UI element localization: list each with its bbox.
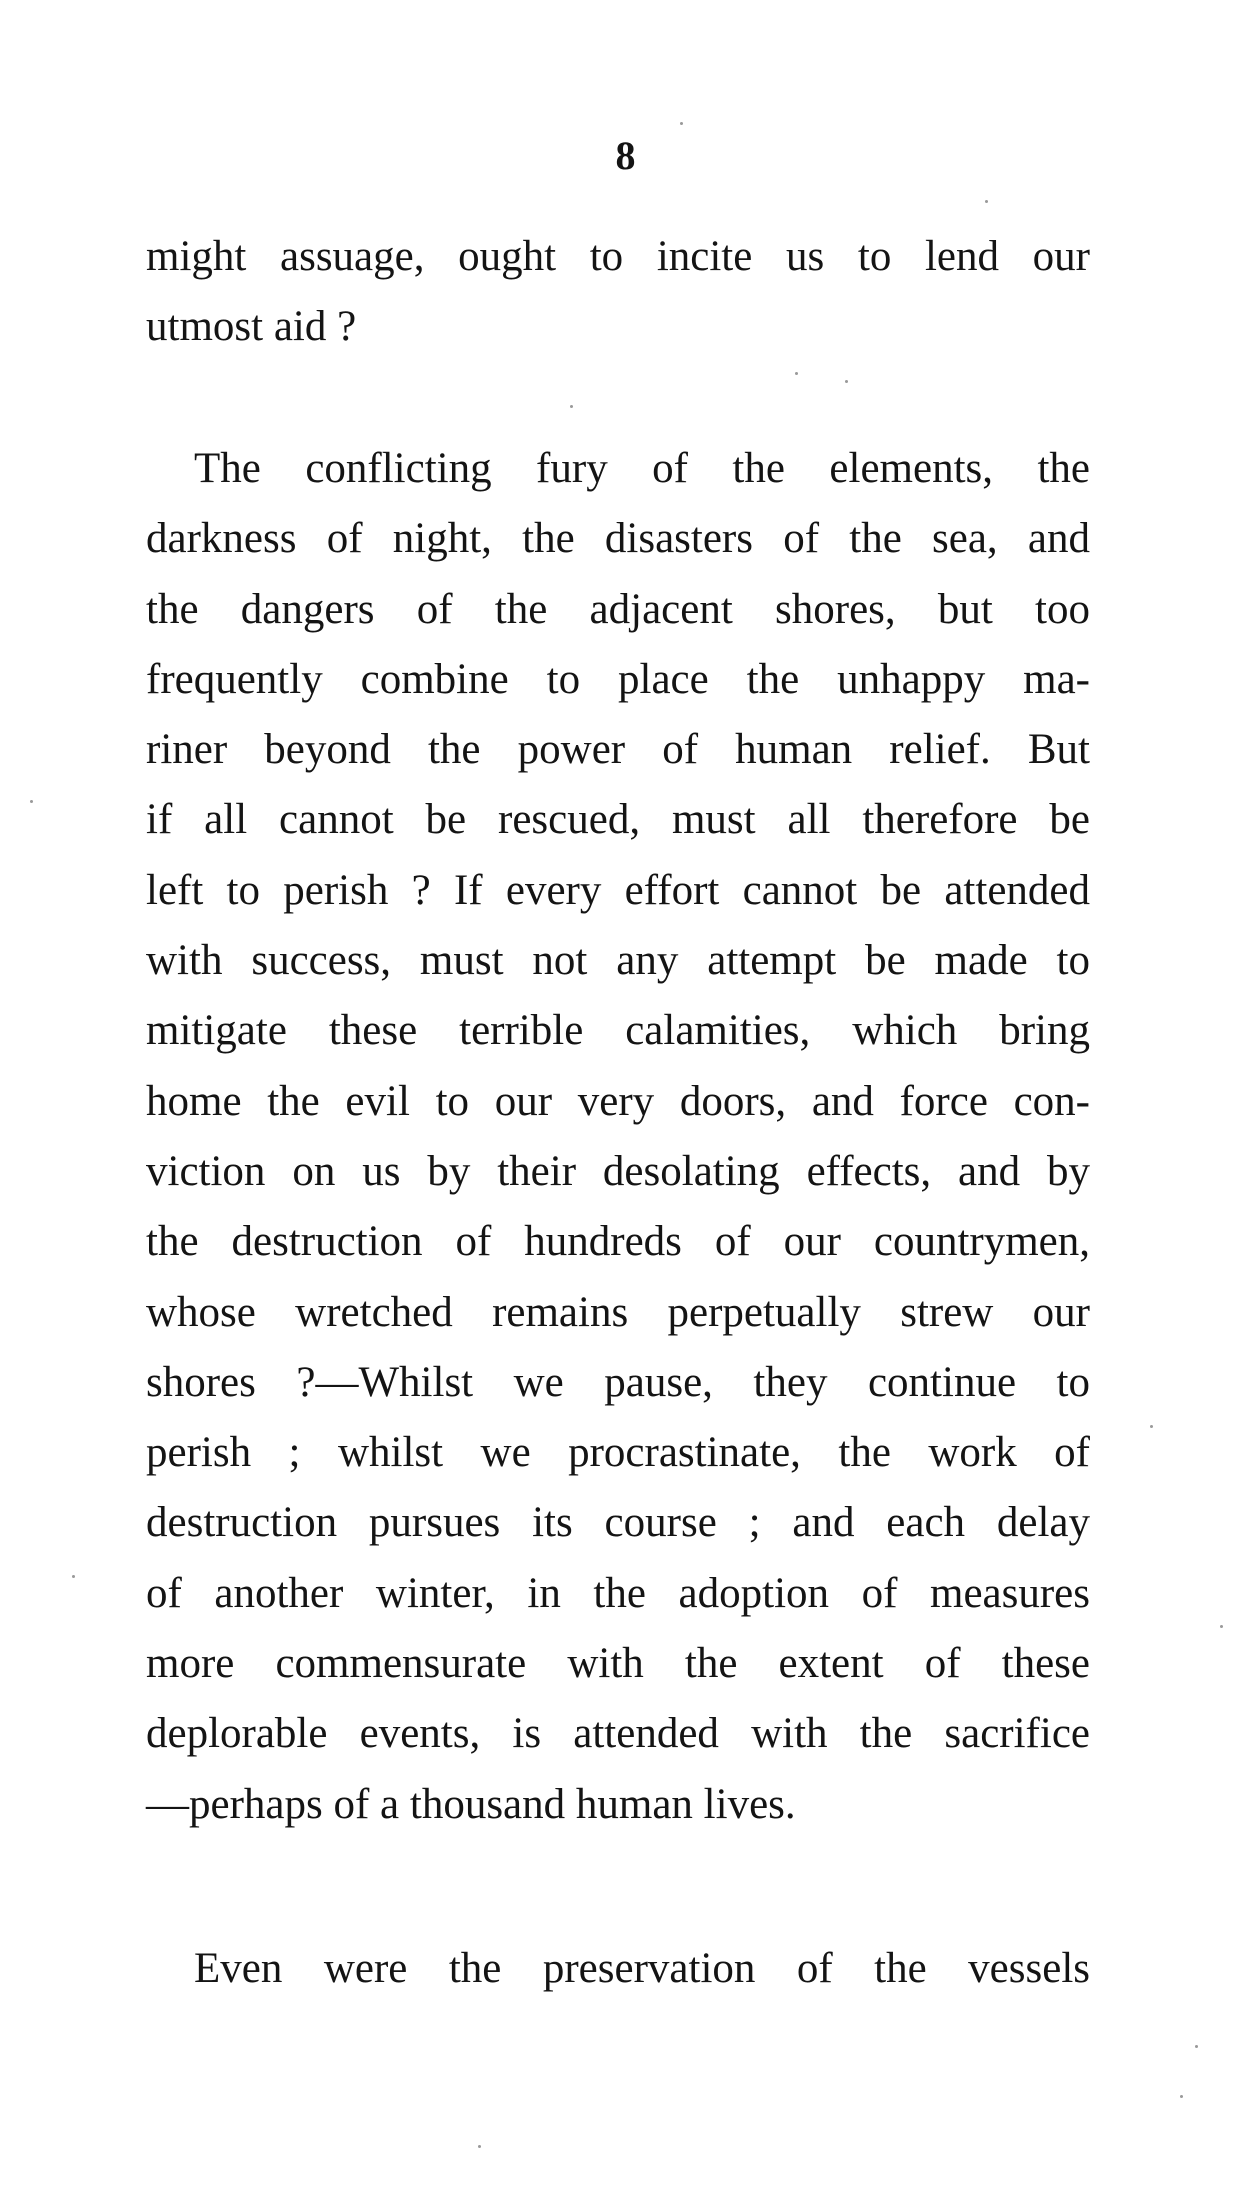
paper-speck — [30, 800, 33, 803]
paper-speck — [1150, 1425, 1153, 1428]
paragraph-next — [146, 1934, 1090, 2004]
text-line: viction on us by their desolating effects, and by — [146, 1147, 1090, 1195]
text-line: if all cannot be rescued, must all therefore be — [146, 796, 1090, 844]
text-line: left to perish ? If every effort cannot be attended — [146, 866, 1090, 914]
paper-speck — [1180, 2095, 1183, 2098]
text-line: might assuage, ought to incite us to lend our — [146, 233, 1090, 280]
paper-speck — [1220, 1625, 1223, 1628]
text-line: —perhaps of a thousand human lives. — [146, 1780, 796, 1828]
text-line: The conflicting fury of the elements, the — [194, 445, 1090, 492]
text-line: utmost aid ? — [146, 303, 357, 351]
text-line: destruction pursues its course ; and each delay — [146, 1499, 1090, 1547]
paper-speck — [1195, 2045, 1198, 2048]
paragraph-continuation — [146, 222, 1090, 363]
paper-speck — [795, 372, 798, 375]
text-line: perish ; whilst we procrastinate, the work of — [146, 1429, 1090, 1477]
paper-speck — [680, 122, 683, 125]
text-line: of another winter, in the adoption of measures — [146, 1569, 1090, 1617]
paper-speck — [72, 1575, 75, 1578]
text-line: darkness of night, the disasters of the sea, and — [146, 515, 1090, 563]
paper-speck — [845, 380, 848, 383]
paper-speck — [985, 200, 988, 203]
text-line: whose wretched remains perpetually strew our — [146, 1288, 1090, 1336]
text-line: more commensurate with the extent of these — [146, 1640, 1090, 1688]
text-line: the destruction of hundreds of our countrymen, — [146, 1218, 1090, 1266]
text-line: frequently combine to place the unhappy ma- — [146, 655, 1090, 703]
text-line: shores ?—Whilst we pause, they continue to — [146, 1358, 1090, 1406]
page-number: 8 — [615, 133, 636, 178]
text-line: deplorable events, is attended with the sacrifice — [146, 1710, 1090, 1758]
text-line: riner beyond the power of human relief. But — [146, 726, 1090, 774]
paper-speck — [478, 2145, 481, 2148]
text-line: home the evil to our very doors, and force con- — [146, 1077, 1090, 1125]
paragraph-main — [146, 434, 1090, 1840]
text-line: with success, must not any attempt be made to — [146, 937, 1090, 985]
paper-speck — [570, 405, 573, 408]
text-line: mitigate these terrible calamities, which bring — [146, 1007, 1090, 1055]
text-line: the dangers of the adjacent shores, but too — [146, 585, 1090, 633]
text-line: Even were the preservation of the vessels — [194, 1945, 1090, 1992]
